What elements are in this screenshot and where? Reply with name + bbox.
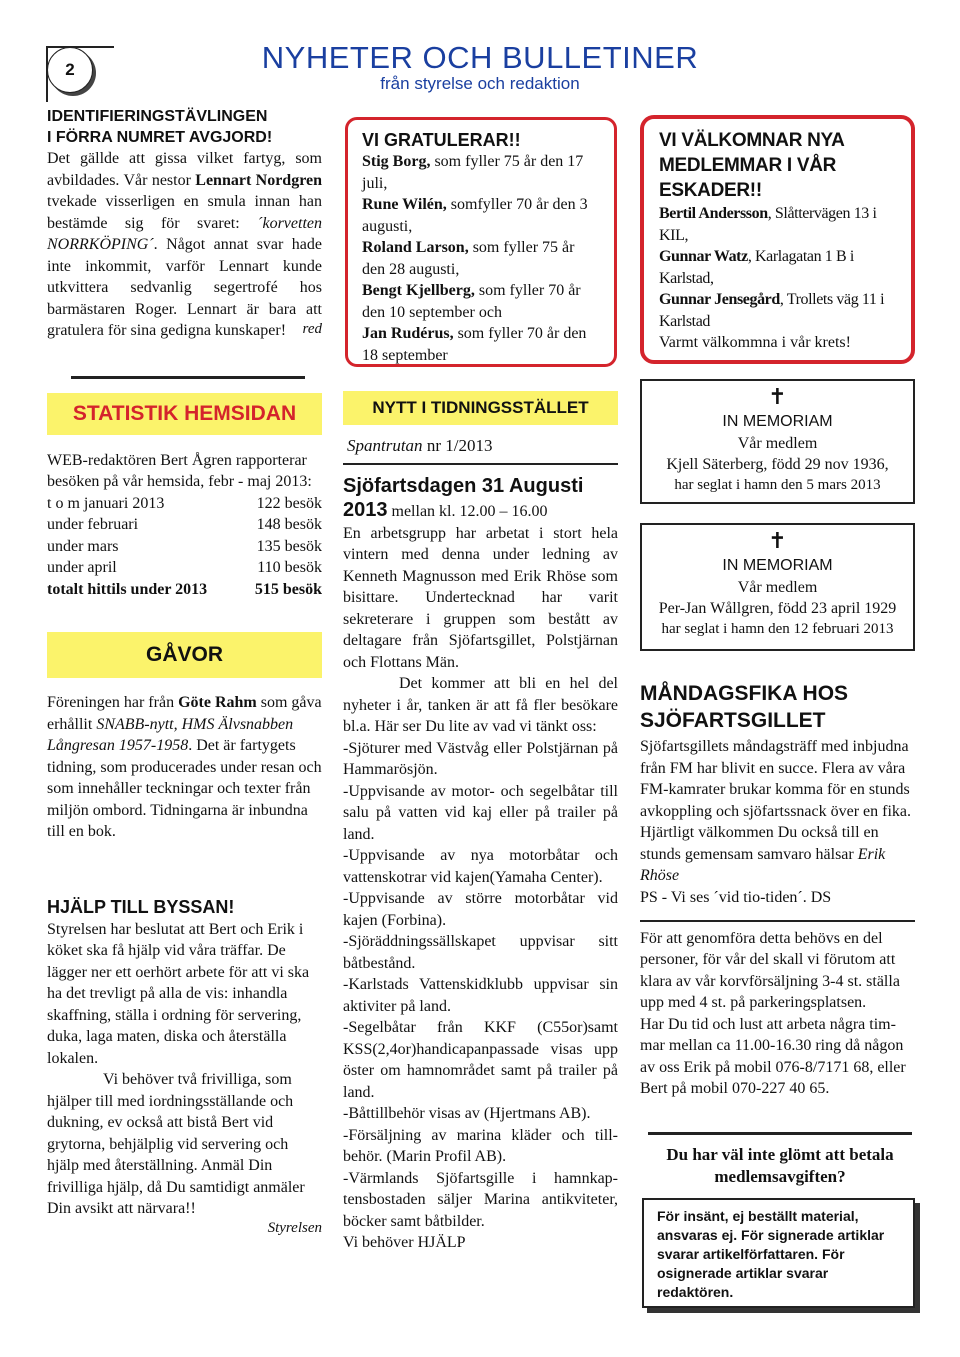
- sjofartsdagen-date: 2013 mellan kl. 12.00 – 16.00: [343, 498, 548, 521]
- fika-heading-1: MÅNDAGSFIKA HOS: [640, 682, 849, 705]
- statistik-row: [47, 557, 322, 579]
- statistik-total-value: 515 besök: [254, 580, 322, 598]
- tidning-item: -Karlstads Vattenskidklubb uppvisar sin aktiviter på land.: [343, 976, 618, 1015]
- valkomnar-box: [640, 115, 915, 364]
- identifiering-article: [47, 106, 322, 338]
- gratulerar-entry: Roland Larson, som fyller 75 år den 28 augusti,: [362, 239, 575, 278]
- gratulerar-entry: Rune Wilén, somfyller 70 år den 3 augusti,: [362, 196, 588, 235]
- memoriam-line: har seglat i hamn den 12 februari 2013: [661, 621, 894, 637]
- memoriam-heading: IN MEMORIAM: [722, 413, 833, 430]
- tidning-item: -Uppvisande av större motorbåtar vid kajen (Forbina).: [343, 890, 618, 929]
- tidning-column: [343, 391, 618, 1254]
- tidning-item: -Uppvisande av nya motorbåtar och vattenskotrar vid kajen(Yamaha Center).: [343, 847, 618, 886]
- page-number-frame: [46, 46, 114, 102]
- byssan-heading: HJÄLP TILL BYSSAN!: [47, 896, 235, 917]
- gavor-heading: GÅVOR: [47, 632, 322, 678]
- memoriam-box: [640, 523, 915, 651]
- identifiering-body: Det gällde att gissa vilket fartyg, som avbildades. Vår nestor Lennart Nordgren tvekade visserligen en smula innan han bestämde sig för svaret: ´korvetten NORRKÖPING´. Något annat svar hade inte inkommit, varför Lennart kunde utkvittera sedvanlig segertrofé hos barmästaren Roger. Lennart är bara att gratulera för sina gedigna kunskaper!: [47, 150, 322, 339]
- spantrutan-line: Spantrutan nr 1/2013: [347, 436, 493, 455]
- statistik-label: under mars: [47, 537, 119, 555]
- page-number: 2: [65, 60, 75, 79]
- page-subtitle: från styrelse och redaktion: [380, 74, 580, 93]
- identifiering-signature: red: [302, 320, 322, 337]
- tidning-item: -Uppvisande av motor- och segelbåtar till salu på vatten vid kaj eller på trailer på land.: [343, 782, 618, 843]
- statistik-value: 135 besök: [256, 537, 322, 555]
- statistik-row: [47, 514, 322, 536]
- valkomnar-list: [659, 203, 896, 332]
- valkomnar-member: Gunnar Jensegård, Trollets väg 11 i Karlstad: [659, 291, 885, 330]
- tidning-box: NYTT I TIDNINGSSTÄLLET: [343, 391, 618, 425]
- identifiering-heading-2: I FÖRRA NUMRET AVGJORD!: [47, 129, 273, 146]
- gratulerar-list: [362, 151, 600, 366]
- gratulerar-entry: Stig Borg, som fyller 75 år den 17 juli,: [362, 153, 584, 192]
- tidning-divider: [343, 463, 618, 465]
- gratulerar-entry: Bengt Kjellberg, som fyller 70 år den 10 september och: [362, 282, 581, 321]
- avgift-reminder: Du har väl inte glömt att betala medlemsavgiften?: [666, 1145, 894, 1186]
- column-1: [47, 106, 322, 1237]
- statistik-row: [47, 536, 322, 558]
- tidning-item: -Segelbåtar från KKF (C55or)samt KSS(2,4or)handicapanpassade visas upp öster om hamnområdet samt på trailer på land.: [343, 1019, 618, 1101]
- valkomnar-closing: Varmt välkommna i vår krets!: [659, 334, 851, 351]
- memoriam-box: [640, 379, 915, 504]
- statistik-heading: STATISTIK HEMSIDAN: [47, 393, 322, 435]
- tidning-p2: Det kommer att bli en hel del nyheter i år, tanken är att få fler besökare bl.a. Här ser Du lite av vad vi tänkt oss:: [343, 675, 618, 735]
- tidning-item: -Båttillbehör visas av (Hjertmans AB).: [343, 1105, 591, 1122]
- valkomnar-heading: VI VÄLKOMNAR NYA MEDLEMMAR I VÅR ESKADER!!: [659, 130, 844, 201]
- fika-heading-2: SJÖFARTSGILLET: [640, 709, 826, 732]
- memoriam-line: Vår medlem: [737, 435, 818, 452]
- disclaimer-box: För insänt, ej beställt material, ansvaras ej. För signerade artiklar svarar artikelförfattaren. För osignerade artiklar svarar redaktören.: [642, 1198, 915, 1308]
- fika-p2: För att genomföra detta behövs en del personer, för vår del skall vi förutom att klara av vår korvförsäljning 3-4 st. ställa upp med 4 st. på parkeringsplatsen.: [640, 929, 900, 1011]
- memoriam-line: Per-Jan Wållgren, född 23 april 1929: [658, 600, 897, 617]
- statistik-total-label: totalt hittils under 2013: [47, 580, 208, 598]
- memoriam-heading: IN MEMORIAM: [722, 557, 833, 574]
- statistik-value: 148 besök: [256, 516, 322, 533]
- statistik-value: 122 besök: [256, 494, 322, 512]
- statistik-label: under februari: [47, 516, 139, 533]
- tidning-items: [343, 738, 618, 1233]
- gratulerar-entry: Jan Rudérus, som fyller 70 år den 18 september: [362, 325, 587, 364]
- page-title: NYHETER OCH BULLETINER: [261, 40, 699, 75]
- gavor-body: Föreningen har från Göte Rahm som gåva erhållit SNABB-nytt, HMS Älvsnabben Långresan 1957-1958. Det är fartygets tidning, som producerades under resan och som innehåller teckningar och texter från miljön ombord. Tidningarna är inbundna till en bok.: [47, 694, 322, 840]
- statistik-row: [47, 493, 322, 515]
- statistik-divider: [71, 376, 305, 379]
- tidning-closing: Vi behöver HJÄLP: [343, 1234, 466, 1251]
- statistik-label: under april: [47, 559, 117, 576]
- gratulerar-box: [345, 117, 617, 367]
- valkomnar-member: Bertil Andersson, Slåttervägen 13 i KIL,: [659, 205, 877, 244]
- fika-ps: PS - Vi ses ´vid tio-tiden´. DS: [640, 888, 832, 906]
- statistik-value: 110 besök: [257, 559, 322, 576]
- fika-article: [640, 680, 915, 1100]
- sjofartsdagen-heading: Sjöfartsdagen 31 Augusti: [343, 474, 584, 497]
- avgift-divider: [648, 1132, 912, 1135]
- tidning-p1: En arbetsgrupp har arbetat i stort hela vintern med denna under ledning av Kenneth Magnusson med Erik Rhöse som bisittare. Undertecknad har varit sekreterare i gruppen som bestått av deltagare från Sjöfartsgillet, Polstjärnan och Flottans Män.: [343, 524, 618, 671]
- tidning-item: -Sjöturer med Västvåg eller Polstjärnan på Hammarösjön.: [343, 739, 618, 778]
- byssan-signature: Styrelsen: [267, 1219, 322, 1236]
- memoriam-line: Vår medlem: [737, 579, 818, 596]
- identifiering-heading-1: IDENTIFIERINGSTÄVLINGEN: [47, 108, 268, 125]
- cross-icon: ✝: [768, 529, 787, 554]
- byssan-p2: Vi behöver två frivilliga, som hjälper till med iordningsställande och dukning, ev också att bistå Bert vid grytorna, behjälplig vid servering och hjälp med återställning. Anmäl Din frivilliga hjälp, då Du samtidigt anmäler Din avsikt att närvara!!: [47, 1071, 305, 1217]
- statistik-table: [47, 493, 322, 601]
- gratulerar-heading: VI GRATULERAR!!: [362, 130, 521, 150]
- tidning-item: -Värmlands Sjöfartsgille i hamnkaptensbostaden säljer Marina antikviteter, böcker samt båtbilder.: [343, 1169, 618, 1230]
- page-number-circle: [47, 47, 93, 93]
- tidning-item: -Sjöräddningssällskapet uppvisar sitt båtbestånd.: [343, 933, 618, 972]
- fika-divider: [640, 920, 915, 922]
- memoriam-line: har seglat i hamn den 5 mars 2013: [674, 477, 881, 493]
- fika-p1: Sjöfartsgillets måndagsträff med inbjudna från FM har blivit en succe. Flera av våra FM-kamrater brukar komma för en stunds avkoppling och sjöfartssnack över en fika. Hjärtligt välkommen Du också till en stunds gemensam samvaro hälsar Erik Rhöse: [640, 738, 912, 884]
- statistik-intro: WEB-redaktören Bert Ågren rapporterar besöken på vår hemsida, febr - maj 2013:: [47, 451, 312, 490]
- byssan-p1: Styrelsen har beslutat att Bert och Erik i köket ska få hjälp vid våra träffar. De lägger ner ett oerhört arbete för att vi ska ha det trevligt på alla de vis: inhandla skaffning, ställa i ordning för servering, duka, laga maten, diska och återställa lokalen.: [47, 920, 310, 1067]
- fika-p3: Har Du tid och lust att arbeta några timmar mellan ca 11.00-16.30 ring då någon av oss Erik på mobil 076-8/7171 68, eller Bert på mobil 070-227 40 65.: [640, 1015, 906, 1097]
- statistik-total-row: [47, 579, 322, 601]
- tidning-item: -Försäljning av marina kläder och tillbehör. (Marin Profil AB).: [343, 1126, 618, 1165]
- valkomnar-member: Gunnar Watz, Karlagatan 1 B i Karlstad,: [659, 248, 854, 287]
- memoriam-line: Kjell Säterberg, född 29 nov 1936,: [666, 456, 889, 473]
- statistik-label: t o m januari 2013: [47, 494, 165, 512]
- cross-icon: ✝: [768, 385, 787, 410]
